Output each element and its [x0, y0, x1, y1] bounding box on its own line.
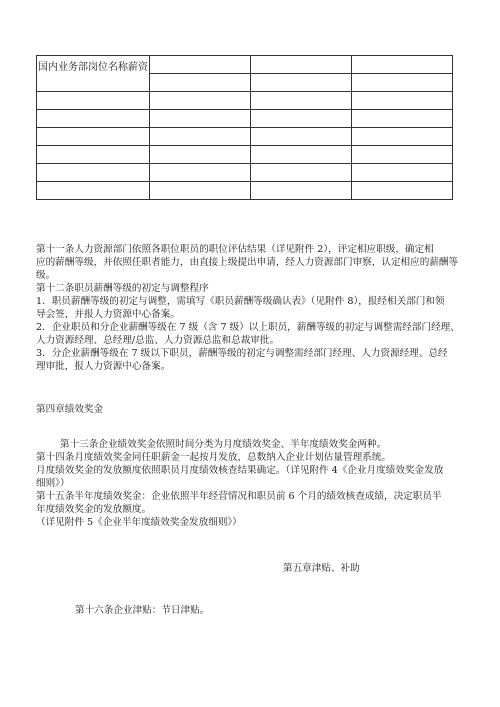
article-11-line-1: 第十一条人力资源部门依照各职位职员的职位评估结果（详见附件 2），评定相应职级，确定相	[36, 244, 434, 255]
table-cell	[251, 128, 352, 146]
article-15-line-2: 年度绩效奖金的发放额度。	[36, 504, 152, 515]
article-12-item-3-line-1: 3．分企业薪酬等级在 7 级以下职员，薪酬等级的初定与调整需经部门经理、人力资源经理、总经	[36, 348, 448, 359]
table-cell	[37, 128, 150, 146]
table-cell	[150, 92, 251, 110]
chapter-4-title: 第四章绩效奖金	[36, 404, 104, 415]
table-cell	[251, 110, 352, 128]
article-12-item-1-line-1: 1．职员薪酬等级的初定与调整，需填写《职员薪酬等级确认表》（见附件 8），报经相关部门和领	[36, 296, 445, 307]
table-row	[37, 56, 453, 74]
table-cell	[352, 182, 453, 200]
table-cell	[37, 164, 150, 182]
article-12-item-2-line-2: 人力资源经理、总经理/总监、人力资源总监和总裁审批。	[36, 335, 280, 346]
article-11-line-2: 应的薪酬等级，并依照任职者能力，由直接上级提出申请，经人力资源部门审察，认定相应的薪酬等	[36, 257, 459, 268]
table-cell	[352, 110, 453, 128]
table-cell	[251, 74, 352, 92]
table-cell	[251, 56, 352, 74]
table-cell	[251, 92, 352, 110]
table-cell	[251, 146, 352, 164]
table-cell	[150, 146, 251, 164]
table-cell	[150, 110, 251, 128]
table-cell	[251, 164, 352, 182]
article-12-item-1-line-2: 导会签，并报人力资源中心备案。	[36, 309, 180, 320]
table-cell	[150, 164, 251, 182]
table-cell	[37, 146, 150, 164]
article-16: 第十六条企业津贴：节日津贴。	[75, 605, 210, 616]
table-cell	[352, 74, 453, 92]
article-12-item-2-line-1: 2．企业职员和分企业薪酬等级在 7 级（含 7 级）以上职员，薪酬等级的初定与调整需经部门经理、	[36, 322, 460, 333]
table-cell	[150, 74, 251, 92]
chapter-5-title: 第五章津贴、补助	[283, 563, 360, 574]
table-row	[37, 146, 453, 164]
salary-table	[36, 55, 453, 200]
table-cell	[352, 92, 453, 110]
table-cell	[352, 128, 453, 146]
article-11-line-3: 级。	[36, 270, 56, 281]
table-cell	[251, 182, 352, 200]
table-header-label: 国内业务部岗位名称薪资	[38, 62, 148, 73]
table-row	[37, 110, 453, 128]
article-14-line-3: 细则》）	[36, 478, 70, 489]
article-14-line-1: 第十四条月度绩效奖金同任职薪金一起按月发放，总数纳入企业计划估量管理系统。	[36, 452, 391, 463]
table-row	[37, 92, 453, 110]
table-cell	[352, 146, 453, 164]
table-row	[37, 128, 453, 146]
table-cell	[37, 56, 150, 92]
table-cell	[37, 110, 150, 128]
article-13: 第十三条企业绩效奖金依照时间分类为月度绩效奖金、半年度绩效奖金两种。	[60, 439, 387, 450]
table-cell	[352, 56, 453, 74]
table-row	[37, 164, 453, 182]
table-cell	[150, 182, 251, 200]
table-cell	[150, 56, 251, 74]
article-12-item-3-line-2: 理审批，报人力资源中心备案。	[36, 361, 171, 372]
article-15-line-3: （详见附件 5《企业半年度绩效奖金发放细则》）	[36, 517, 242, 528]
table-row	[37, 182, 453, 200]
table-cell	[37, 92, 150, 110]
article-15-line-1: 第十五条半年度绩效奖金：企业依照半年经营情况和职员前 6 个月的绩效核查成绩，决定职员半	[36, 491, 442, 502]
table-cell	[37, 182, 150, 200]
article-14-line-2: 月度绩效奖金的发放额度依照职员月度绩效核查结果确定。（详见附件 4《企业月度绩效奖金发放	[36, 465, 444, 476]
table-cell	[150, 128, 251, 146]
table-cell	[352, 164, 453, 182]
article-12-title: 第十二条职员薪酬等级的初定与调整程序	[36, 283, 209, 294]
